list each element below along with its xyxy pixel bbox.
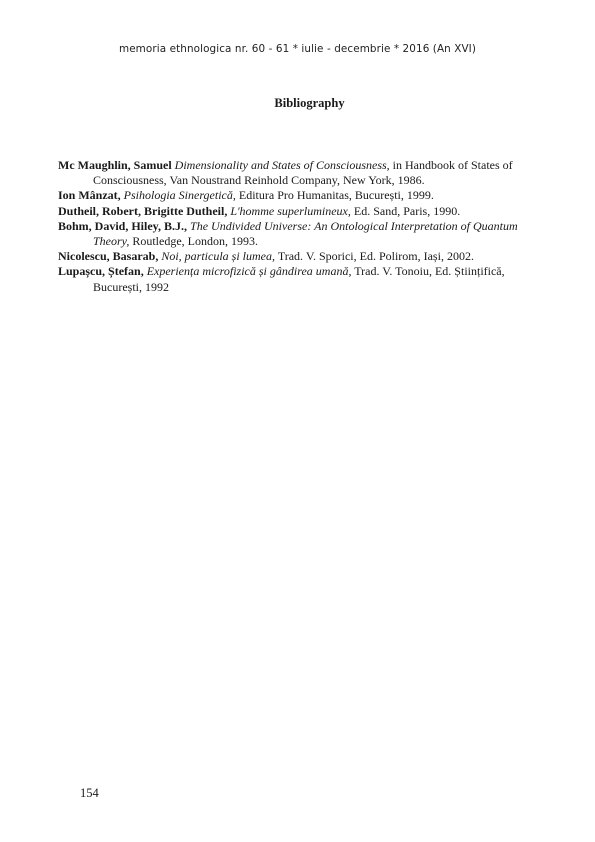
bibliography-entry — [58, 204, 528, 219]
entry-author: Nicolescu, Basarab, — [58, 249, 159, 264]
entry-author: Ion Mânzat, — [58, 188, 121, 203]
entry-author: Mc Maughlin, Samuel — [58, 158, 172, 172]
bibliography-entry — [58, 188, 528, 203]
entry-author: Bohm, David, Hiley, B.J., — [58, 218, 188, 233]
entry-work-title: L'homme superlumineux, — [230, 203, 351, 218]
entry-publication-details: Trad. V. Tonoiu, Ed. Științifică, București, 1992 — [93, 264, 505, 294]
entry-author: Lupașcu, Ștefan, — [58, 264, 144, 279]
running-header: memoria ethnologica nr. 60 - 61 * iulie - decembrie * 2016 (An XVI) — [118, 43, 477, 55]
bibliography-entry — [58, 219, 528, 249]
bibliography-list — [58, 158, 528, 295]
entry-publication-details: in Handbook of States of Consciousness, Van Noustrand Reinhold Company, New York, 1986. — [93, 158, 513, 188]
entry-work-title: Experiența microfizică și gândirea umană, — [146, 264, 352, 279]
bibliography-entry — [58, 249, 528, 264]
entry-work-title: Psihologia Sinergetică, — [123, 188, 236, 203]
entry-publication-details: Editura Pro Humanitas, București, 1999. — [238, 188, 434, 203]
entry-work-title: Dimensionality and States of Consciousness, — [174, 158, 390, 172]
bibliography-entry — [58, 158, 528, 188]
page-number: 154 — [80, 786, 99, 800]
entry-publication-details: Ed. Sand, Paris, 1990. — [353, 203, 461, 218]
entry-work-title: Noi, particula și lumea, — [161, 249, 276, 264]
entry-author: Dutheil, Robert, Brigitte Dutheil, — [58, 203, 228, 218]
entry-work-title: The Undivided Universe: An Ontological Interpretation of Quantum Theory, — [93, 218, 518, 249]
bibliography-entry — [58, 264, 528, 294]
entry-publication-details: Routledge, London, 1993. — [132, 234, 258, 249]
entry-publication-details: Trad. V. Sporici, Ed. Polirom, Iași, 2002. — [277, 249, 474, 264]
page-title: Bibliography — [274, 96, 345, 110]
